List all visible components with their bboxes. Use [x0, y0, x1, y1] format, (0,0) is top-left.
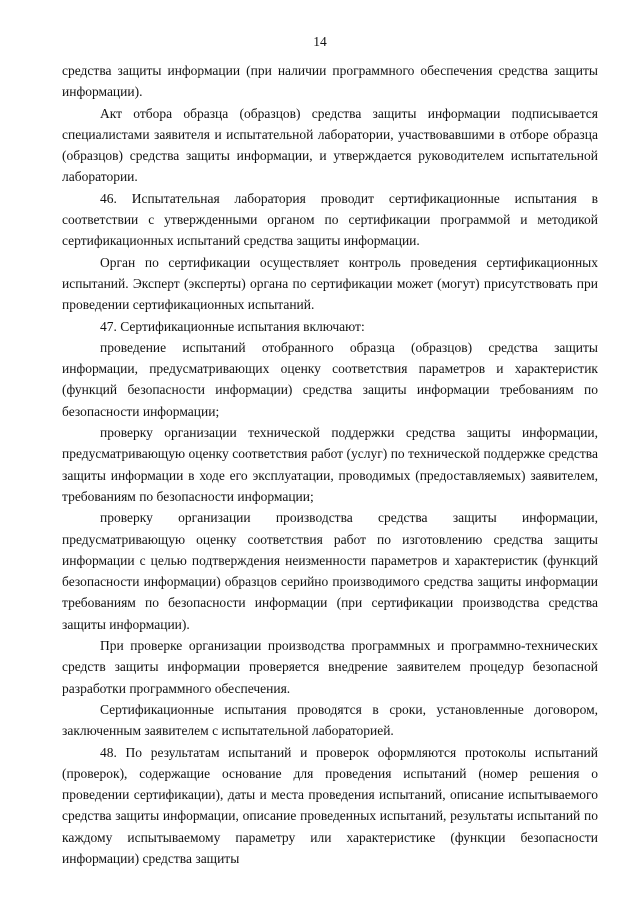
paragraph-10: Сертификационные испытания проводятся в сроки, установленные договором, заключенным заявителем с испытательной лабораторией. [62, 701, 598, 739]
paragraph-4: Орган по сертификации осуществляет контроль проведения сертификационных испытаний. Эксперт (эксперты) органа по сертификации может (могут) присутствовать при проведении сертификационных испытаний. [62, 254, 598, 313]
paragraph-6: проведение испытаний отобранного образца (образцов) средства защиты информации, предусматривающих оценку соответствия параметров и характеристик (функций безопасности информации) средства защиты информации требованиям по безопасности информации; [62, 339, 598, 419]
page-number: 14 [313, 34, 327, 49]
paragraph-9: При проверке организации производства программных и программно-технических средств защиты информации проверяется внедрение заявителем процедур безопасной разработки программного обеспечения. [62, 638, 598, 696]
paragraph-1: средства защиты информации (при наличии программного обеспечения средства защиты информации). [62, 63, 598, 100]
paragraph-3: 46. Испытательная лаборатория проводит сертификационные испытания в соответствии с утвержденными органом по сертификации программой и методикой сертификационных испытаний средства защиты информации. [62, 190, 598, 249]
paragraph-11: 48. По результатам испытаний и проверок оформляются протоколы испытаний (проверок), содержащие основание для проведения испытаний (номер решения о проведении сертификации), даты и места проведения испытаний, описание испытываемого средства защиты информации, описание проведенных испытаний, результаты испытаний по каждому испытываемому параметру или характеристике (функции безопасности информации) средства защиты [62, 744, 598, 866]
paragraph-8: проверку организации производства средства защиты информации, предусматривающую оценку соответствия работ по изготовлению средства защиты информации с целью подтверждения неизменности параметров и характеристик (функций безопасности информации) образцов серийно производимого средства защиты информации требованиям по безопасности информации (при сертификации производства средства защиты информации). [62, 510, 598, 632]
paragraph-5: 47. Сертификационные испытания включают: [100, 318, 365, 334]
document-body [62, 60, 598, 869]
paragraph-7: проверку организации технической поддержки средства защиты информации, предусматривающую оценку соответствия работ (услуг) по технической поддержке средства защиты информации в ходе его эксплуатации, проводимых (предоставляемых) заявителем, требованиям по безопасности информации; [62, 425, 598, 504]
paragraph-2: Акт отбора образца (образцов) средства защиты информации подписывается специалистами заявителя и испытательной лаборатории, участвовавшими в отборе образца (образцов) средства защиты информации, и утверждается руководителем испытательной лаборатории. [62, 105, 598, 185]
